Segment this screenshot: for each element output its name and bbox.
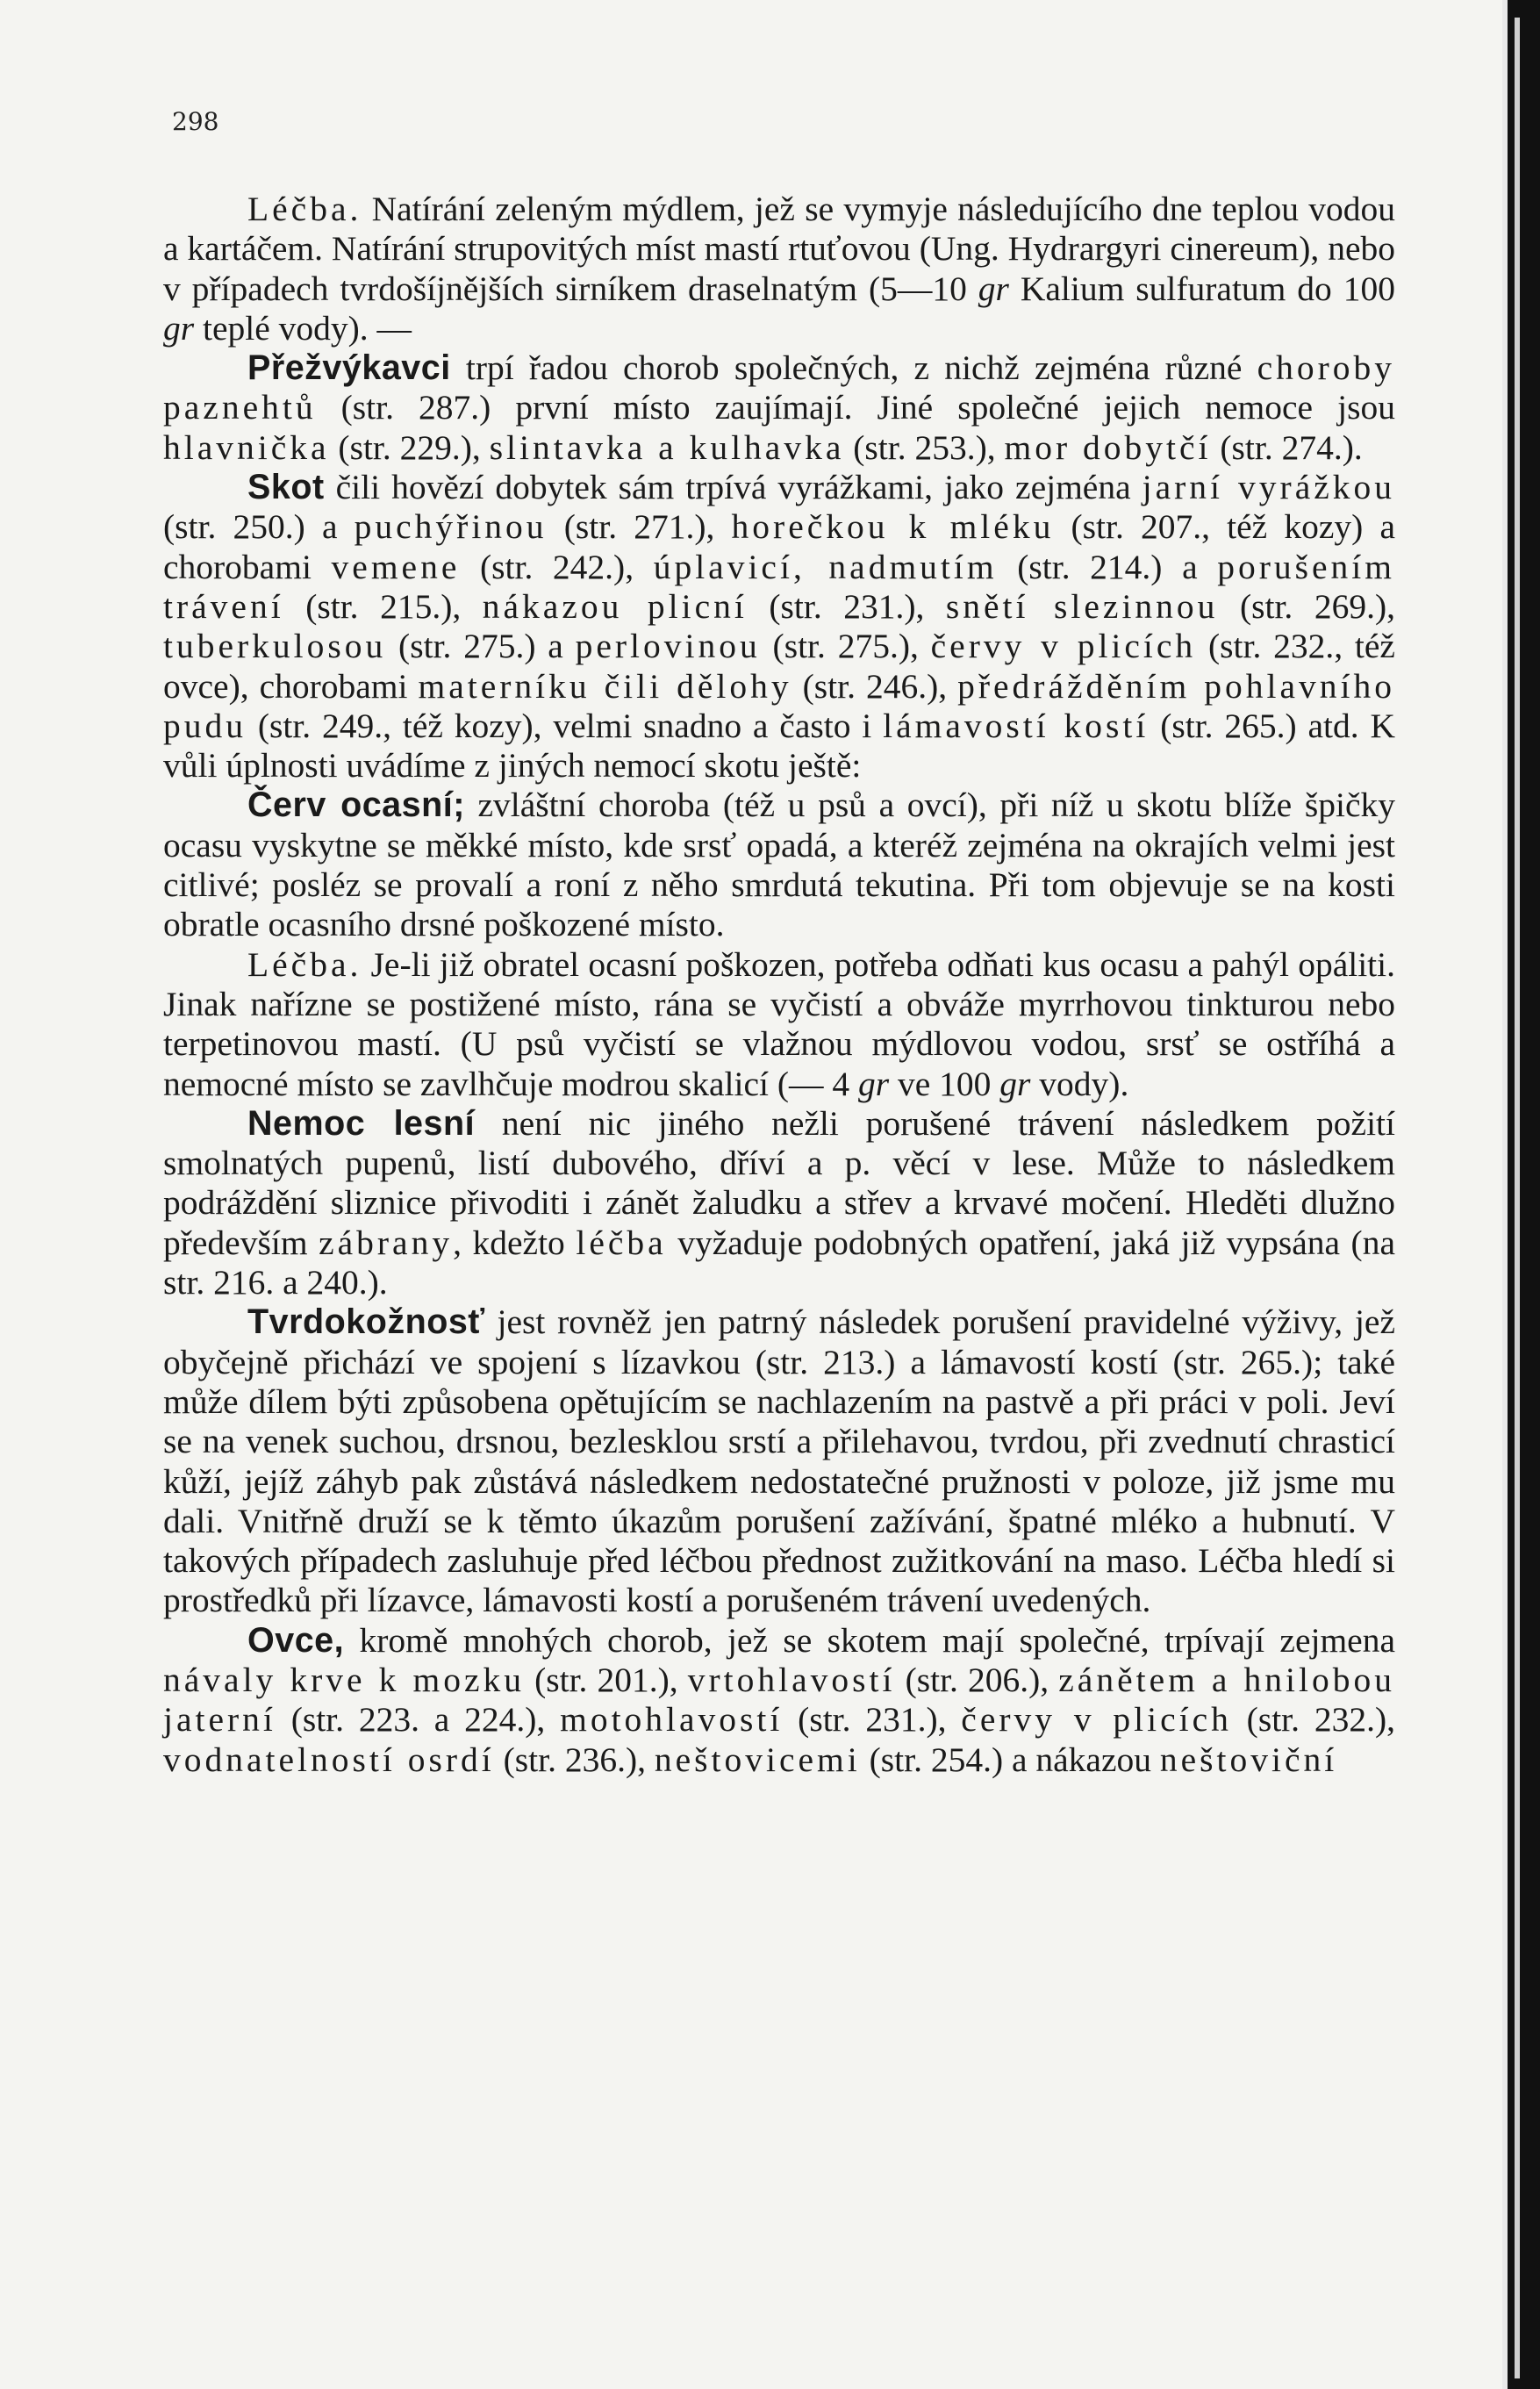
text-run: (str. 231.), bbox=[747, 586, 946, 626]
text-run: (str. 275.) a bbox=[386, 627, 576, 666]
paragraph-tail-treatment bbox=[163, 945, 1395, 1104]
paragraph-forest-disease bbox=[163, 1104, 1395, 1302]
spaced-term: Léčba. bbox=[247, 944, 362, 984]
paragraph-tail-worm bbox=[163, 786, 1395, 944]
text-run: kromě mnohých chorob, jež se skotem mají společné, trpívají zejmena bbox=[344, 1620, 1395, 1660]
text-run: (str. 254.) a nákazou bbox=[860, 1740, 1160, 1779]
spaced-term: vrtohlavostí bbox=[687, 1660, 896, 1699]
paragraph-cattle bbox=[163, 468, 1395, 786]
text-run: (str. 206.), bbox=[895, 1660, 1059, 1699]
spaced-term: choroby paznehtů bbox=[163, 348, 1395, 427]
text-run: (str. 275.), bbox=[760, 627, 931, 666]
spaced-term: zánětem a hnilobou jaterní bbox=[163, 1660, 1395, 1740]
text-run: teplé vody). — bbox=[194, 308, 412, 348]
spaced-term: lámavostí kostí bbox=[883, 706, 1150, 745]
text-run: (str. 253.), bbox=[844, 427, 1005, 467]
text-run: Natírání zeleným mýdlem, jež se vymyje následujícího dne teplou vodou a kartáčem. Natírání strupovitých míst mastí rtuťovou (Ung. Hydrargyri cinereum), nebo v případech tvrdošíjnějších sirníkem draselnatým (5—10 bbox=[163, 190, 1395, 308]
text-run: (str. 223. a 224.), bbox=[276, 1700, 561, 1740]
text-run: (str. 274.). bbox=[1211, 427, 1363, 467]
unit-gr: gr bbox=[978, 269, 1009, 308]
spaced-term: červy v plicích bbox=[961, 1700, 1232, 1740]
spaced-term: motohlavostí bbox=[560, 1700, 784, 1740]
text-run: (str. 249., též kozy), velmi snadno a často i bbox=[247, 706, 884, 745]
text-run: (str. 231.), bbox=[783, 1700, 962, 1740]
spaced-term: horečkou k mléku bbox=[731, 507, 1055, 547]
text-run: (str. 232.), bbox=[1231, 1700, 1395, 1740]
text-run: (str. 236.), bbox=[494, 1740, 655, 1779]
spaced-term: zábrany bbox=[319, 1223, 454, 1262]
text-run: (str. 229.), bbox=[329, 427, 490, 467]
spaced-term: neštovicemi bbox=[654, 1740, 861, 1779]
heading-cattle: Skot bbox=[247, 468, 325, 507]
spaced-term: hlavnička bbox=[163, 427, 330, 467]
spaced-term: slintavka a kulhavka bbox=[489, 427, 845, 467]
spaced-term: tuberkulosou bbox=[163, 627, 387, 666]
heading-sheep: Ovce, bbox=[247, 1620, 345, 1660]
spaced-term: materníku čili dělohy bbox=[418, 666, 792, 706]
heading-forest-disease: Nemoc lesní bbox=[247, 1103, 476, 1143]
text-run: (str. 269.), bbox=[1218, 586, 1395, 626]
scan-edge-border bbox=[1508, 0, 1540, 2389]
spaced-term: perlovinou bbox=[575, 627, 761, 666]
spaced-term: puchýřinou bbox=[354, 507, 548, 547]
text-run: Je-li již obratel ocasní poškozen, potřeba odňati kus ocasu a pahýl opáliti. Jinak nařízne se postižené místo, rána se vyčistí a obváže myrrhovou tinkturou nebo terpetinovou mastí. (U psů vyčistí se vlažnou mýdlovou vodou, srsť se ostříhá a nemocné místo se zavlhčuje modrou skalicí (— 4 bbox=[163, 944, 1395, 1103]
text-run: trpí řadou chorob společných, z nichž zejména různé bbox=[450, 348, 1257, 388]
spaced-term: Léčba. bbox=[247, 190, 362, 228]
text-run: (str. 232., též ovce), chorobami bbox=[163, 627, 1395, 706]
heading-tail-worm: Červ ocasní; bbox=[247, 786, 465, 825]
text-run: (str. 215.), bbox=[283, 586, 483, 626]
spaced-term: vodnatelností osrdí bbox=[163, 1740, 495, 1779]
spaced-term: léčba bbox=[576, 1223, 667, 1262]
text-run: , kdežto bbox=[453, 1223, 577, 1262]
text-run: není nic jiného nežli porušené trávení následkem požití smolnatých pupenů, listí dubového, dříví a p. věcí v lese. Může to následkem podráždění sliznice přivoditi i zánět žaludku a střev a krvavé močení. Hleděti dlužno především bbox=[163, 1103, 1395, 1262]
spaced-term: úplavicí, nadmutím bbox=[653, 547, 998, 586]
text-run: jest rovněž jen patrný následek porušení pravidelné výživy, jež obyčejně přichází ve spojení s lízavkou (str. 213.) a lámavostí kostí (str. 265.); také může dílem býti způsobena opětujícím se nachlazením na pastvě a při práci v poli. Jeví se na venek suchou, drsnou, bezlesklou srstí a přilehavou, tvrdou, při zvednutí chrasticí kůží, jejíž záhyb pak zůstává následkem nedostatečné pružnosti v poloze, již jsme mu dali. Vnitřně druží se k těmto úkazům porušení zažívání, špatné mléko a hubnutí. V takových případech zasluhuje před léčbou přednost zužitkování na maso. Léčba hledí si prostředků při lízavce, lámavosti kostí a porušeném trávení uvedených. bbox=[163, 1302, 1395, 1620]
text-run: vyžaduje podobných opatření, jaká již vypsána (na str. 216. a 240.). bbox=[163, 1223, 1395, 1302]
paragraph-treatment bbox=[163, 190, 1395, 348]
text-run: (str. 287.) první místo zaujímají. Jiné společné jejich nemoce jsou bbox=[316, 388, 1395, 427]
spaced-term: snětí slezinnou bbox=[945, 586, 1219, 626]
text-run: (str. 271.), bbox=[547, 507, 732, 547]
heading-ruminants: Přežvýkavci bbox=[247, 348, 451, 388]
unit-gr: gr bbox=[858, 1064, 890, 1103]
text-run: (str. 201.), bbox=[525, 1660, 688, 1699]
paragraph-sheep bbox=[163, 1621, 1395, 1780]
spaced-term: vemene bbox=[331, 547, 461, 586]
spaced-term: návaly krve k mozku bbox=[163, 1660, 525, 1699]
body-text bbox=[163, 190, 1395, 1780]
heading-hide-bound: Tvrdokožnosť bbox=[247, 1302, 485, 1342]
unit-gr: gr bbox=[999, 1064, 1031, 1103]
spaced-term: porušením trávení bbox=[163, 547, 1395, 626]
text-run: čili hovězí dobytek sám trpívá vyrážkami, jako zejména bbox=[324, 468, 1142, 507]
paragraph-ruminants bbox=[163, 348, 1395, 468]
text-run: (str. 214.) a bbox=[997, 547, 1218, 586]
spaced-term: neštoviční bbox=[1159, 1740, 1338, 1779]
text-run: vody). bbox=[1030, 1064, 1129, 1103]
text-run: (str. 242.), bbox=[460, 547, 654, 586]
text-run: (str. 250.) a bbox=[163, 507, 355, 547]
spaced-term: červy v plicích bbox=[930, 627, 1197, 666]
text-run: zvláštní choroba (též u psů a ovcí), při níž u skotu blíže špičky ocasu vyskytne se měkké místo, kde srsť opadá, a kteréž zejména na okrajích velmi jest citlivé; posléz se provalí a roní z něho smrdutá tekutina. Při tom objevuje se na kosti obratle ocasního drsné poškozené místo. bbox=[163, 786, 1395, 944]
spaced-term: jarní vyrážkou bbox=[1142, 468, 1396, 507]
spaced-term: předrážděním pohlavního pudu bbox=[163, 666, 1395, 745]
paragraph-hide-bound bbox=[163, 1302, 1395, 1620]
text-run: (str. 246.), bbox=[791, 666, 958, 706]
text-run: (str. 265.) atd. K vůli úplnosti uvádíme z jiných nemocí skotu ještě: bbox=[163, 706, 1395, 786]
text-run: ve 100 bbox=[889, 1064, 1000, 1103]
spaced-term: mor dobytčí bbox=[1004, 427, 1212, 467]
page-number: 298 bbox=[172, 107, 219, 136]
spaced-term: nákazou plicní bbox=[482, 586, 748, 626]
text-run: (str. 207., též kozy) a chorobami bbox=[163, 507, 1395, 586]
unit-gr: gr bbox=[163, 308, 195, 348]
text-run: Kalium sulfuratum do 100 bbox=[1008, 269, 1395, 308]
